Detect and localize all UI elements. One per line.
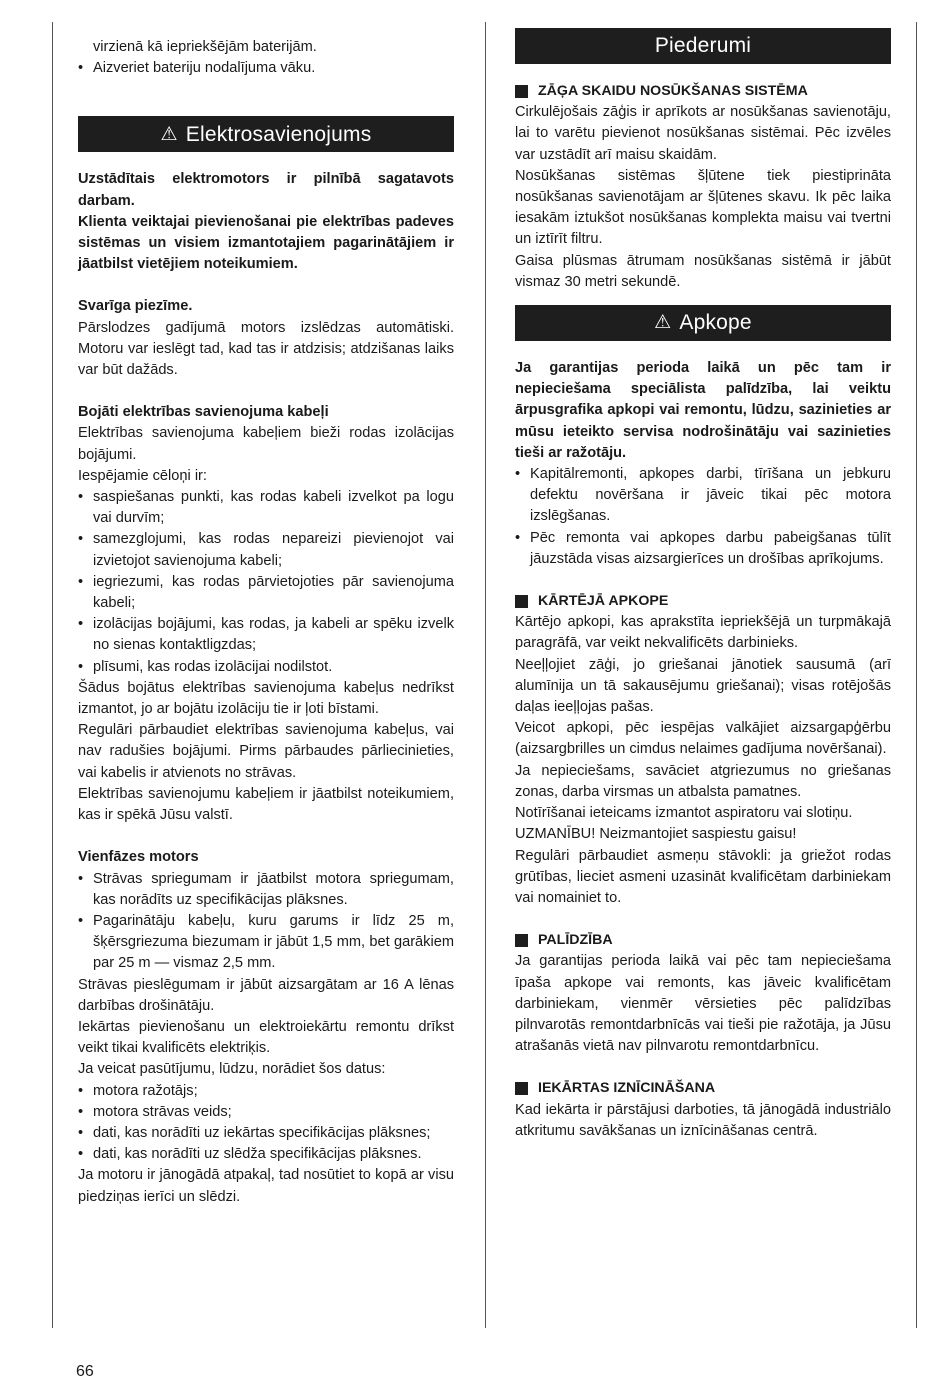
list-item: • Pēc remonta vai apkopes darbu pabeigšanas tūlīt jāuzstāda visas aizsargierīces un drošības aprīkojums.	[515, 528, 891, 570]
subsection-title: ZĀĢA SKAIDU NOSŪKŠANAS SISTĒMA	[538, 83, 808, 99]
paragraph: Pārslodzes gadījumā motors izslēdzas automātiski. Motoru var ieslēgt tad, kad tas ir atdzisis; atdzišanas laiks var būt dažāds.	[78, 319, 454, 379]
paragraph: Šādus bojātus elektrības savienojuma kabeļus nedrīkst izmantot, jo ar bojātu izolāciju tie ir ļoti bīstami.	[78, 679, 454, 718]
subsection-heading	[515, 1078, 891, 1099]
paragraph: Elektrības savienojumu kabeļiem ir jāatbilst noteikumiem, kas ir spēkā Jūsu valstī.	[78, 785, 454, 824]
order-data-list	[78, 1081, 454, 1166]
paragraph: Regulāri pārbaudiet asmeņu stāvokli: ja griežot rodas grūtības, lieciet asmeni uzasināt kvalificētam darbiniekam vai nomainiet to.	[515, 847, 891, 906]
subsection-title: PALĪDZĪBA	[538, 932, 613, 949]
paragraph: Ja motoru ir jānogādā atpakaļ, tad nosūtiet to kopā ar visu piedziņas ierīci un slēdzi.	[78, 1167, 454, 1205]
list-item: • motora strāvas veids;	[78, 1102, 454, 1123]
paragraph: Iespējamie cēloņi ir:	[78, 467, 207, 484]
paragraph: Strāvas pieslēgumam ir jābūt aizsargātam ar 16 A lēnas darbības drošinātāju.	[78, 976, 454, 1014]
square-bullet-icon	[515, 1082, 528, 1095]
center-column-rule	[485, 22, 486, 1328]
right-margin-rule	[916, 22, 917, 1328]
paragraph: Gaisa plūsmas ātrumam nosūkšanas sistēmā ir jābūt vismaz 30 metri sekundē.	[515, 252, 891, 290]
paragraph: Ja veicat pasūtījumu, lūdzu, norādiet šos datus:	[78, 1061, 386, 1078]
page-number: 66	[76, 1363, 94, 1380]
bold-paragraph: Uzstādītais elektromotors ir pilnībā sagatavots darbam.	[78, 171, 454, 209]
subsection-title: Vienfāzes motors	[78, 849, 199, 866]
list-item: • iegriezumi, kas rodas pārvietojoties pār savienojuma kabeli;	[78, 572, 454, 614]
paragraph: Cirkulējošais zāģis ir aprīkots ar nosūkšanas savienotāju, lai to varētu pievienot nosūkšanas sistēmai. Pēc izvēles var uzstādīt arī maisu skaidām.	[515, 104, 891, 163]
subsection-title: Bojāti elektrības savienojuma kabeļi	[78, 404, 329, 421]
subsection-title: Svarīga piezīme.	[78, 298, 193, 315]
list-item: • saspiešanas punkti, kas rodas kabeli izvelkot pa logu vai durvīm;	[78, 487, 454, 529]
subsection-heading	[515, 930, 891, 951]
list-item: • Pagarinātāju kabeļu, kuru garums ir līdz 25 m, šķērsgriezuma biezumam ir jābūt 1,5 mm, bet garākiem par 25 m — vismaz 2,5 mm.	[78, 911, 454, 975]
square-bullet-icon	[515, 595, 528, 608]
left-margin-rule	[52, 22, 53, 1328]
subsection-title: IEKĀRTAS IZNĪCINĀŠANA	[538, 1080, 716, 1097]
list-item: • dati, kas norādīti uz slēdža specifikācijas plāksnes.	[78, 1144, 454, 1165]
paragraph: Elektrības savienojuma kabeļiem bieži rodas izolācijas bojājumi.	[78, 425, 454, 463]
intro-list	[78, 37, 454, 79]
elektrosavienojums-banner	[78, 116, 454, 152]
paragraph: Neeļļojiet zāģi, jo griešanai jānotiek sausumā (arī alumīnija un tā sakausējumu griešanai); visas rotējošās daļas ieeļļojas pašas.	[515, 656, 891, 716]
section-title: Piederumi	[654, 34, 752, 58]
bold-paragraph: Klienta veiktajai pievienošanai pie elektrības padeves sistēmas un visiem izmantotajiem pagarinātājiem ir jāatbilst vietējiem noteikumiem.	[78, 213, 454, 273]
intro-text: virzienā kā iepriekšējām baterijām.	[93, 39, 317, 55]
list-item: • izolācijas bojājumi, kas rodas, ja kabeli ar spēku izvelk no sienas kontaktligzdas;	[78, 614, 454, 656]
subsection-heading	[515, 81, 891, 102]
piederumi-banner	[515, 28, 891, 64]
warning-triangle-icon: ⚠	[160, 123, 178, 145]
paragraph: Kārtējo apkopi, kas aprakstīta iepriekšējā un turpmākajā paragrāfā, var veikt nekvalificēts darbinieks.	[515, 614, 891, 652]
subsection-title: KĀRTĒJĀ APKOPE	[538, 593, 669, 610]
paragraph: Veicot apkopi, pēc iespējas valkājiet aizsargapģērbu (aizsargbrilles un cimdus nelaimes gadījuma novēršanai).	[515, 720, 891, 758]
left-column	[78, 37, 454, 1208]
paragraph: Iekārtas pievienošanu un elektroiekārtu remontu drīkst veikt tikai kvalificēts elektriķis.	[78, 1018, 454, 1057]
intro-continuation	[78, 37, 454, 58]
square-bullet-icon	[515, 934, 528, 947]
list-item: • Kapitālremonti, apkopes darbi, tīrīšana un jebkuru defektu novēršana ir jāveic tikai pēc motora izslēgšanas.	[515, 464, 891, 528]
section-title: Elektrosavienojums	[185, 122, 372, 146]
causes-list	[78, 487, 454, 678]
list-item: • samezglojumi, kas rodas nepareizi pievienojot vai izvietojot savienojuma kabeli;	[78, 529, 454, 571]
square-bullet-icon	[515, 85, 528, 98]
list-item: • plīsumi, kas rodas izolācijai nodilstot.	[78, 657, 454, 678]
paragraph: Notīrīšanai ieteicams izmantot aspiratoru vai slotiņu.	[515, 805, 853, 822]
right-column	[515, 28, 891, 1142]
list-item: • dati, kas norādīti uz iekārtas specifikācijas plāksnes;	[78, 1123, 454, 1144]
motor-list	[78, 869, 454, 975]
paragraph: Nosūkšanas sistēmas šļūtene tiek piestiprināta nosūkšanas savienotājam ar šļūtenes skavu. Ik pēc laika iesakām iztukšot nosūkšanas komplekta maisu vai tvertni un iztīrīt filtru.	[515, 167, 891, 248]
list-item: • Strāvas spriegumam ir jāatbilst motora spriegumam, kas norādīts uz specifikācijas plāksnes.	[78, 869, 454, 911]
bold-paragraph: Ja garantijas perioda laikā un pēc tam ir nepieciešama speciālista palīdzība, lai veiktu ārpusgrafika apkopi vai remontu, lūdzu, sazinieties ar mūsu ieteikto servisa nodrošinātāju vai sazinieties tieši ar ražotāju.	[515, 360, 891, 461]
maintenance-list	[515, 464, 891, 570]
paragraph: Kad iekārta ir pārstājusi darboties, tā jānogādā industriālo atkritumu savākšanas un iznīcināšanas centrā.	[515, 1101, 891, 1139]
paragraph: Ja nepieciešams, savāciet atgriezumus no griešanas zonas, darba virsmas un atbalsta pamatnes.	[515, 762, 891, 800]
paragraph: Regulāri pārbaudiet elektrības savienojuma kabeļus, vai nav radušies bojājumi. Pirms pārbaudes pārliecinieties, vai kabelis ir atvienots no strāvas.	[78, 722, 454, 781]
paragraph: UZMANĪBU! Neizmantojiet saspiestu gaisu!	[515, 826, 797, 843]
section-title: Apkope	[679, 311, 752, 335]
warning-triangle-icon: ⚠	[654, 312, 672, 334]
list-item: • Aizveriet bateriju nodalījuma vāku.	[78, 58, 454, 79]
apkope-banner	[515, 305, 891, 341]
subsection-heading	[515, 591, 891, 612]
list-item: • motora ražotājs;	[78, 1081, 454, 1102]
paragraph: Ja garantijas perioda laikā vai pēc tam nepieciešama īpaša apkope vai remonts, kas jāveic kvalificētam darbiniekam, vienmēr vērsieties pēc palīdzības pilnvarotās remontdarbnīcās vai tieši pie ražotāja, ja Jūsu atrašanās vietā nav pilnvarotu remontdarbnīcu.	[515, 953, 891, 1055]
